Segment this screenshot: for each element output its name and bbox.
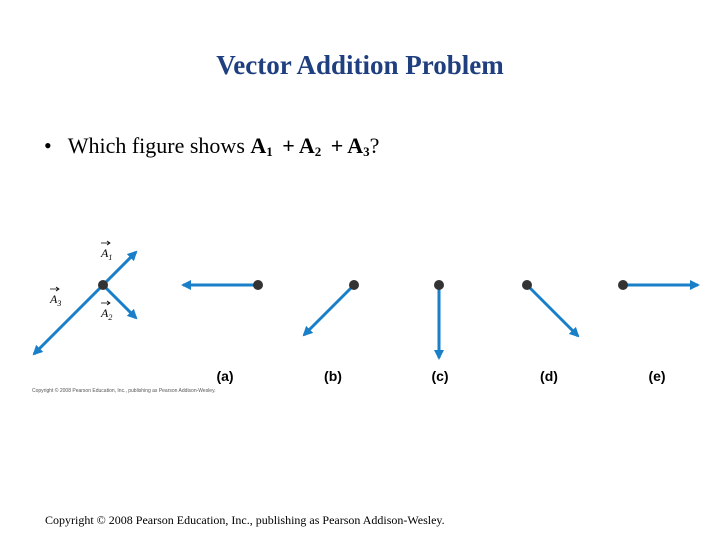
label-a3-overarrow (50, 287, 59, 291)
label-a1: $A_1$ (101, 246, 113, 262)
label-a2-overarrow (101, 301, 110, 305)
vector-a1-subscript: 1 (266, 144, 273, 159)
vector-a1-symbol: A (250, 133, 267, 158)
option-a-dot (253, 280, 263, 290)
label-a3: $A_3$ (50, 292, 62, 308)
figure-credit: Copyright © 2008 Pearson Education, Inc., publishing as Pearson Addison-Wesley. (32, 388, 216, 394)
question-prefix: Which figure shows (67, 133, 245, 158)
option-d (522, 280, 578, 336)
option-e-dot (618, 280, 628, 290)
label-a1-overarrow (101, 241, 110, 245)
vector-a2-symbol: A (298, 133, 315, 158)
option-label-a: (a) (216, 368, 234, 384)
option-label-e: (e) (648, 368, 666, 384)
bullet-dot: • (44, 133, 52, 158)
vector-a3-symbol: A (347, 133, 364, 158)
footer-copyright: Copyright © 2008 Pearson Education, Inc., publishing as Pearson Addison-Wesley. (45, 513, 445, 527)
option-b (304, 280, 359, 335)
vector-a2-subscript: 2 (314, 144, 322, 159)
label-a2: $A_2$ (101, 306, 113, 322)
option-e (618, 280, 698, 290)
vector-figure (0, 230, 720, 400)
option-b-arrow (304, 285, 354, 335)
given-vectors (34, 241, 136, 354)
option-c (434, 280, 444, 358)
option-d-dot (522, 280, 532, 290)
plus-sign-1: + (282, 133, 295, 158)
slide-title: Vector Addition Problem (216, 50, 504, 80)
question-text (44, 133, 379, 160)
vector-a3-subscript: 3 (363, 144, 370, 159)
option-label-c: (c) (431, 368, 449, 384)
option-c-dot (434, 280, 444, 290)
question-mark: ? (369, 133, 380, 158)
origin-dot (98, 280, 108, 290)
plus-sign-2: + (330, 133, 344, 158)
option-b-dot (349, 280, 359, 290)
option-a (183, 280, 263, 290)
option-label-d: (d) (540, 368, 558, 384)
option-d-arrow (527, 285, 578, 336)
vector-a3-arrow (34, 285, 103, 354)
option-label-b: (b) (324, 368, 342, 384)
